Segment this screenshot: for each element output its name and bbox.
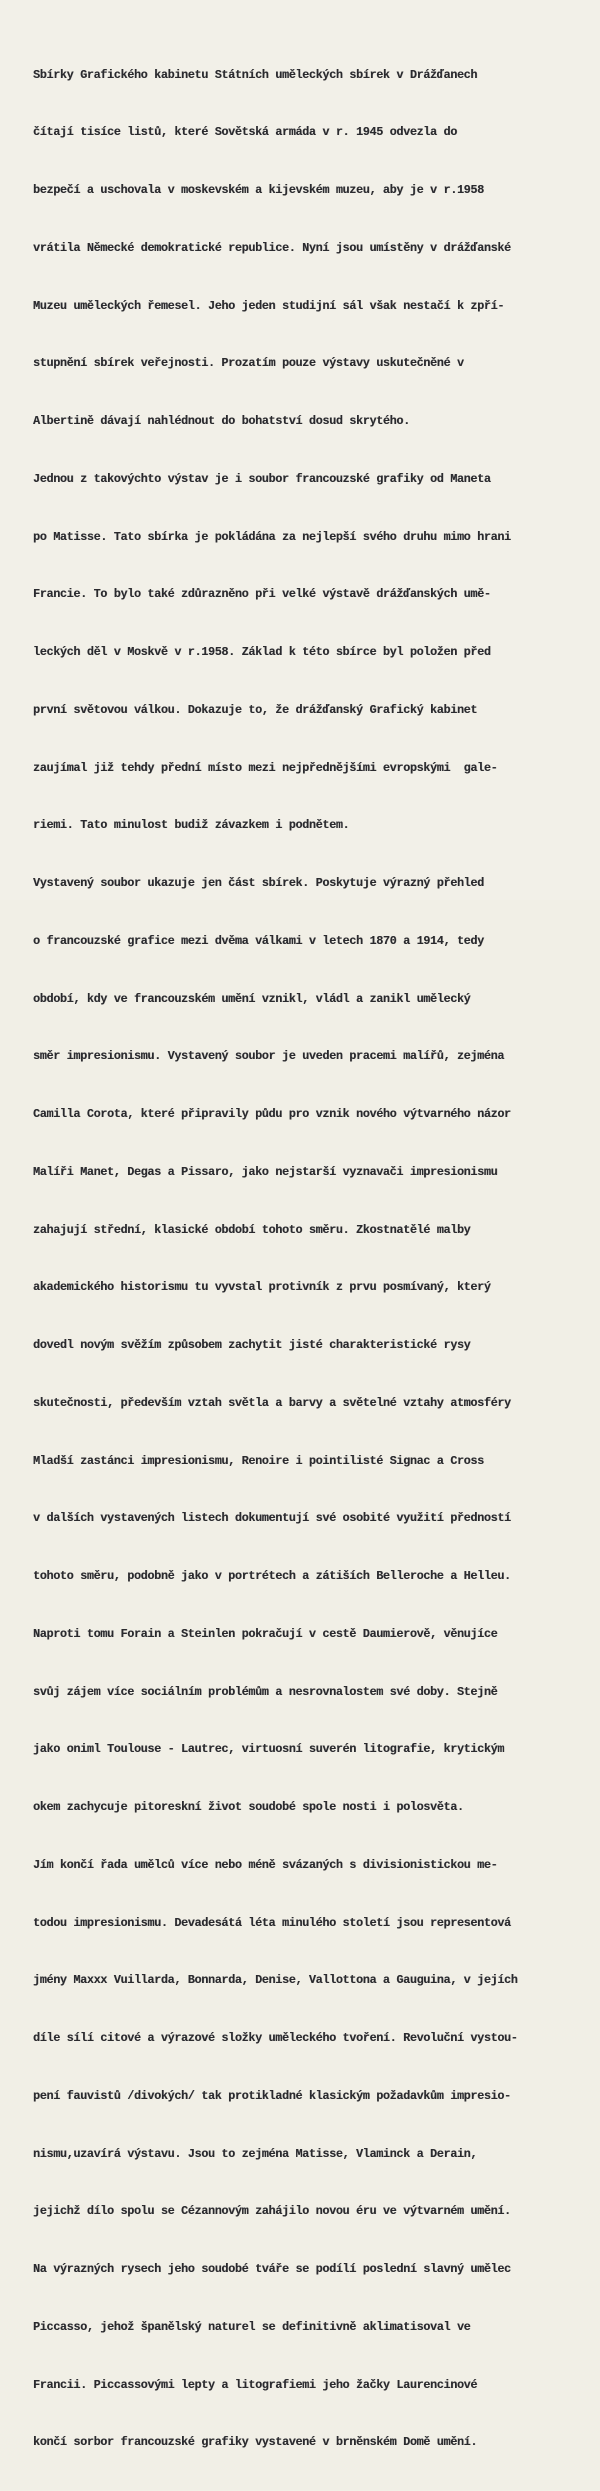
text-line: leckých děl v Moskvě v r.1958. Základ k této sbírce byl položen před [33, 645, 491, 659]
text-line: stupnění sbírek veřejnosti. Prozatím pouze výstavy uskutečněné v [33, 356, 464, 371]
text-line: směr impresionismu. Vystavený soubor je uveden pracemi malířů, zejména [33, 1049, 505, 1064]
text-line: období, kdy ve francouzském umění vznikl, vládl a zanikl umělecký [33, 991, 471, 1006]
text-line: jmény Maxxx Vuillarda, Bonnarda, Denise, Vallottona a Gauguina, v jejích [33, 1973, 518, 1988]
text-line: Jednou z takovýchto výstav je i soubor francouzské grafiky od Maneta [33, 471, 491, 486]
text-line: dovedl novým svěžím způsobem zachytit jisté charakteristické rysy [33, 1338, 471, 1352]
text-line: první světovou válkou. Dokazuje to, že drážďanský Grafický kabinet [33, 702, 478, 717]
text-line: okem zachycuje pitoreskní život soudobé spole nosti i polosvěta. [33, 1800, 464, 1814]
text-line: Jím končí řada umělců více nebo méně svázaných s divisionistickou me- [33, 1857, 498, 1872]
text-line: Francie. To bylo také zdůrazněno při velké výstavě drážďanských umě- [33, 587, 491, 602]
text-line: Na výrazných rysech jeho soudobé tváře se podílí poslední slavný umělec [33, 2262, 511, 2276]
text-line: Malíři Manet, Degas a Pissaro, jako nejstarší vyznavači impresionismu [33, 1164, 498, 1179]
text-line: jako oniml Toulouse - Lautrec, virtuosní suverén litografie, krytickým [33, 1742, 505, 1757]
text-line: vrátila Německé demokratické republice. Nyní jsou umístěny v drážďanské [33, 240, 511, 255]
text-line: riemi. Tato minulost budiž závazkem i podnětem. [33, 818, 350, 833]
text-line: Sbírky Grafického kabinetu Státních uměleckých sbírek v Drážďanech [33, 67, 478, 82]
text-line: jejichž dílo spolu se Cézannovým zahájilo novou éru ve výtvarném umění. [33, 2204, 511, 2219]
text-line: zaujímal již tehdy přední místo mezi nejpřednějšími evropskými gale- [33, 760, 498, 775]
text-line: zahajují střední, klasické období tohoto směru. Zkostnatělé malby [33, 1222, 471, 1237]
text-line: todou impresionismu. Devadesátá léta minulého století jsou representová [33, 1915, 511, 1930]
text-line: Mladší zastánci impresionismu, Renoire i pointilisté Signac a Cross [33, 1453, 484, 1468]
text-line: svůj zájem více sociálním problémům a nesrovnalostem své doby. Stejně [33, 1684, 498, 1699]
text-line: po Matisse. Tato sbírka je pokládána za nejlepší svého druhu mimo hrani [33, 529, 511, 544]
text-line: Camilla Corota, které připravily půdu pro vznik nového výtvarného názor [33, 1107, 511, 1121]
text-line: Piccasso, jehož španělský naturel se definitivně aklimatisoval ve [33, 2319, 471, 2334]
text-line: v dalších vystavených listech dokumentují své osobité využití předností [33, 1511, 511, 1526]
text-line: pení fauvistů /divokých/ tak protikladné klasickým požadavkům impresio- [33, 2088, 511, 2103]
text-line: Vystavený soubor ukazuje jen část sbírek. Poskytuje výrazný přehled [33, 876, 484, 890]
text-line: nismu,uzavírá výstavu. Jsou to zejména Matisse, Vlaminck a Derain, [33, 2146, 478, 2161]
text-line: bezpečí a uschovala v moskevském a kijevském muzeu, aby je v r.1958 [33, 183, 484, 197]
text-line: končí sorbor francouzské grafiky vystavené v brněnském Domě umění. [33, 2435, 478, 2450]
text-line: o francouzské grafice mezi dvěma válkami v letech 1870 a 1914, tedy [33, 933, 484, 948]
text-line: Muzeu uměleckých řemesel. Jeho jeden studijní sál však nestačí k zpří- [33, 298, 505, 313]
text-line: skutečnosti, především vztah světla a barvy a světelné vztahy atmosféry [33, 1395, 511, 1410]
text-line: akademického historismu tu vyvstal protivník z prvu posmívaný, který [33, 1280, 491, 1295]
text-line: Naproti tomu Forain a Steinlen pokračují v cestě Daumierově, věnujíce [33, 1626, 498, 1641]
text-line: Albertině dávají nahlédnout do bohatství dosud skrytého. [33, 414, 410, 428]
text-line: tohoto směru, podobně jako v portrétech a zátiších Belleroche a Helleu. [33, 1569, 511, 1583]
text-line: díle sílí citové a výrazové složky uměleckého tvoření. Revoluční vystou- [33, 2031, 518, 2045]
typewritten-text [33, 27, 600, 2491]
text-line: čítají tisíce listů, které Sovětská armáda v r. 1945 odvezla do [33, 125, 457, 140]
text-line: Francii. Piccassovými lepty a litografiemi jeho žačky Laurencinové [33, 2377, 478, 2392]
